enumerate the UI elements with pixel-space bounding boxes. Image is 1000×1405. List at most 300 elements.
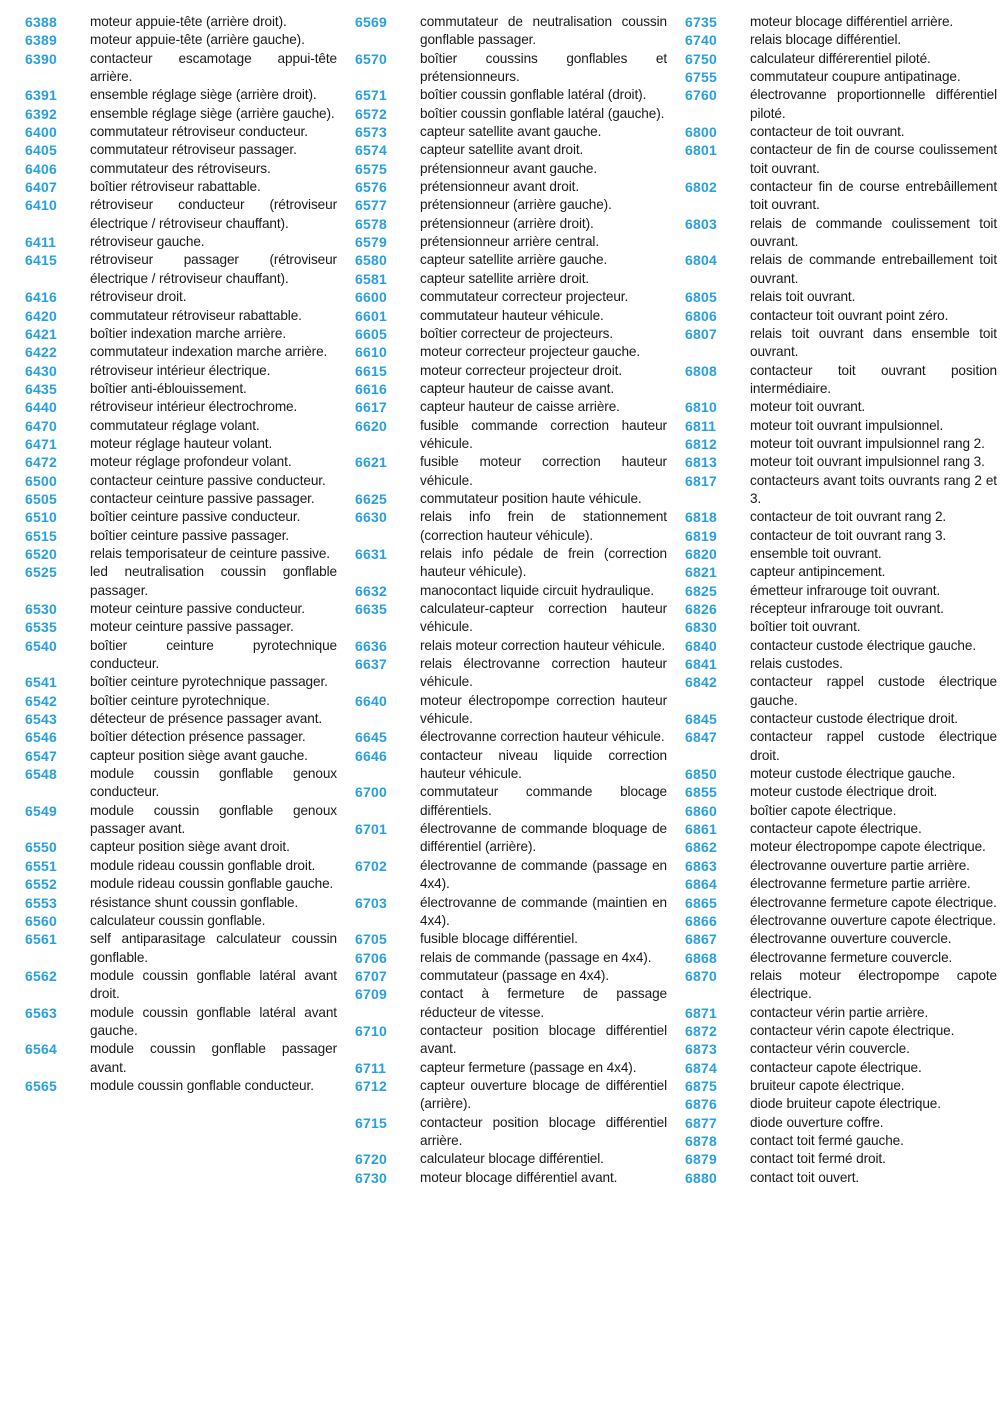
entry-code: 6840 bbox=[685, 637, 717, 654]
list-item bbox=[355, 343, 667, 361]
list-item bbox=[685, 68, 997, 86]
entry-description: boîtier détection présence passager. bbox=[90, 729, 306, 745]
entry-code: 6625 bbox=[355, 490, 387, 507]
list-item bbox=[355, 930, 667, 948]
entry-code: 6735 bbox=[685, 14, 717, 30]
entry-code: 6547 bbox=[25, 747, 57, 764]
list-item bbox=[685, 417, 997, 435]
list-item bbox=[355, 637, 667, 655]
list-item bbox=[685, 838, 997, 856]
entry-description: capteur antipincement. bbox=[750, 564, 886, 580]
entry-code: 6701 bbox=[355, 821, 387, 838]
entry-description: moteur appuie-tête (arrière droit). bbox=[90, 14, 287, 29]
entry-code: 6572 bbox=[355, 105, 387, 122]
entry-description: moteur blocage différentiel arrière. bbox=[750, 14, 954, 29]
list-item bbox=[685, 31, 997, 49]
list-item bbox=[355, 362, 667, 380]
list-item bbox=[25, 160, 337, 178]
entry-description: moteur réglage hauteur volant. bbox=[90, 435, 273, 451]
code-list-column-1 bbox=[25, 13, 337, 1405]
list-item bbox=[25, 1077, 337, 1095]
list-item bbox=[685, 912, 997, 930]
list-item bbox=[25, 563, 337, 600]
entry-code: 6422 bbox=[25, 344, 57, 361]
entry-description: calculateur différerentiel piloté. bbox=[750, 50, 931, 66]
entry-code: 6862 bbox=[685, 839, 717, 856]
entry-description: détecteur de présence passager avant. bbox=[90, 711, 323, 727]
entry-description: contacteur ceinture passive conducteur. bbox=[90, 472, 326, 488]
list-item bbox=[685, 894, 997, 912]
list-item bbox=[685, 123, 997, 141]
list-item bbox=[25, 765, 337, 802]
entry-description: électrovanne de commande (passage en 4x4). bbox=[420, 857, 667, 892]
list-item bbox=[25, 362, 337, 380]
list-item bbox=[685, 325, 997, 362]
entry-description: contacteur de toit ouvrant rang 2. bbox=[750, 509, 947, 525]
entry-code: 6802 bbox=[685, 179, 717, 196]
list-item bbox=[25, 527, 337, 545]
entry-description: led neutralisation coussin gonflable passager. bbox=[90, 564, 337, 598]
list-item bbox=[355, 728, 667, 746]
entry-description: moteur ceinture passive conducteur. bbox=[90, 601, 305, 616]
entry-description: contact à fermeture de passage réducteur de vitesse. bbox=[420, 986, 667, 1020]
list-item bbox=[355, 949, 667, 967]
entry-description: contacteur toit ouvrant position intermédiaire. bbox=[750, 362, 997, 396]
entry-description: boîtier indexation marche arrière. bbox=[90, 325, 287, 341]
entry-description: moteur correcteur projecteur droit. bbox=[420, 362, 622, 378]
entry-code: 6570 bbox=[355, 50, 387, 67]
entry-description: capteur position siège avant gauche. bbox=[90, 747, 308, 763]
list-item bbox=[355, 783, 667, 820]
list-item bbox=[25, 1040, 337, 1077]
entry-description: contacteur fin de course entrebâillement toit ouvrant. bbox=[750, 179, 997, 213]
entry-description: émetteur infrarouge toit ouvrant. bbox=[750, 582, 941, 598]
entry-description: contacteur vérin couvercle. bbox=[750, 1041, 910, 1057]
list-item bbox=[25, 912, 337, 930]
entry-code: 6551 bbox=[25, 857, 57, 874]
entry-code: 6600 bbox=[355, 289, 387, 306]
entry-description: électrovanne fermeture partie arrière. bbox=[750, 876, 971, 892]
list-item bbox=[685, 508, 997, 526]
entry-description: contacteur custode électrique gauche. bbox=[750, 637, 977, 653]
list-item bbox=[685, 178, 997, 215]
entry-description: rétroviseur passager (rétroviseur électrique / rétroviseur chauffant). bbox=[90, 252, 337, 286]
entry-description: récepteur infrarouge toit ouvrant. bbox=[750, 601, 944, 616]
list-item bbox=[25, 472, 337, 490]
entry-description: module coussin gonflable latéral avant gauche. bbox=[90, 1004, 337, 1038]
entry-description: calculateur coussin gonflable. bbox=[90, 912, 266, 928]
code-list-column-3 bbox=[685, 13, 997, 1405]
list-item bbox=[685, 527, 997, 545]
entry-description: fusible commande correction hauteur véhicule. bbox=[420, 417, 667, 451]
entry-code: 6571 bbox=[355, 87, 387, 104]
entry-description: boîtier toit ouvrant. bbox=[750, 619, 861, 635]
entry-description: contact toit fermé droit. bbox=[750, 1151, 886, 1167]
entry-code: 6392 bbox=[25, 105, 57, 122]
entry-code: 6580 bbox=[355, 252, 387, 269]
entry-description: moteur toit ouvrant impulsionnel rang 3. bbox=[750, 454, 985, 470]
entry-description: relais blocage différentiel. bbox=[750, 32, 902, 48]
entry-code: 6864 bbox=[685, 876, 717, 893]
list-item bbox=[25, 398, 337, 416]
entry-description: électrovanne fermeture couvercle. bbox=[750, 949, 953, 965]
list-item bbox=[355, 1114, 667, 1151]
entry-code: 6561 bbox=[25, 931, 57, 948]
list-item bbox=[355, 747, 667, 784]
list-item bbox=[355, 894, 667, 931]
list-item bbox=[355, 692, 667, 729]
list-item bbox=[25, 802, 337, 839]
entry-code: 6390 bbox=[25, 50, 57, 67]
entry-code: 6712 bbox=[355, 1077, 387, 1094]
entry-code: 6707 bbox=[355, 967, 387, 984]
entry-description: contacteurs avant toits ouvrants rang 2 et 3. bbox=[750, 472, 997, 506]
list-item bbox=[685, 251, 997, 288]
list-item bbox=[355, 967, 667, 985]
entry-code: 6405 bbox=[25, 142, 57, 159]
entry-description: moteur blocage différentiel avant. bbox=[420, 1169, 618, 1185]
list-item bbox=[355, 251, 667, 269]
entry-description: capteur hauteur de caisse avant. bbox=[420, 380, 615, 396]
entry-code: 6711 bbox=[355, 1059, 387, 1076]
entry-description: prétensionneur (arrière gauche). bbox=[420, 197, 612, 213]
entry-description: électrovanne ouverture couvercle. bbox=[750, 931, 952, 947]
list-item bbox=[355, 13, 667, 50]
entry-description: électrovanne ouverture capote électrique. bbox=[750, 912, 997, 928]
entry-code: 6873 bbox=[685, 1041, 717, 1058]
list-item bbox=[685, 472, 997, 509]
entry-description: commutateur rétroviseur rabattable. bbox=[90, 307, 302, 323]
list-item bbox=[685, 1169, 997, 1187]
entry-code: 6617 bbox=[355, 399, 387, 416]
entry-code: 6621 bbox=[355, 454, 387, 471]
entry-description: prétensionneur avant droit. bbox=[420, 179, 580, 195]
list-item bbox=[685, 949, 997, 967]
list-item bbox=[355, 453, 667, 490]
entry-description: relais moteur électropompe capote électrique. bbox=[750, 967, 997, 1002]
entry-description: prétensionneur (arrière droit). bbox=[420, 215, 594, 231]
entry-code: 6632 bbox=[355, 582, 387, 599]
list-item bbox=[355, 86, 667, 104]
entry-description: moteur ceinture passive passager. bbox=[90, 619, 294, 635]
entry-code: 6560 bbox=[25, 912, 57, 929]
entry-code: 6635 bbox=[355, 601, 387, 617]
list-item bbox=[685, 288, 997, 306]
entry-description: commutateur de neutralisation coussin gonflable passager. bbox=[420, 14, 667, 48]
entry-code: 6540 bbox=[25, 637, 57, 654]
list-item bbox=[25, 1004, 337, 1041]
entry-description: rétroviseur droit. bbox=[90, 289, 187, 305]
entry-code: 6420 bbox=[25, 307, 57, 324]
list-item bbox=[685, 637, 997, 655]
list-item bbox=[25, 31, 337, 49]
entry-description: boîtier ceinture pyrotechnique. bbox=[90, 692, 270, 708]
entry-code: 6575 bbox=[355, 160, 387, 177]
entry-description: module coussin gonflable passager avant. bbox=[90, 1041, 337, 1075]
entry-code: 6860 bbox=[685, 802, 717, 819]
entry-code: 6877 bbox=[685, 1114, 717, 1131]
entry-description: diode bruiteur capote électrique. bbox=[750, 1096, 941, 1112]
list-item bbox=[685, 655, 997, 673]
entry-description: module rideau coussin gonflable droit. bbox=[90, 857, 316, 873]
list-item bbox=[25, 728, 337, 746]
entry-code: 6740 bbox=[685, 32, 717, 49]
list-item bbox=[355, 160, 667, 178]
entry-description: prétensionneur arrière central. bbox=[420, 234, 600, 250]
entry-description: capteur fermeture (passage en 4x4). bbox=[420, 1059, 637, 1075]
entry-description: relais toit ouvrant. bbox=[750, 289, 856, 305]
list-item bbox=[685, 1132, 997, 1150]
entry-description: capteur hauteur de caisse arrière. bbox=[420, 399, 620, 415]
entry-description: capteur ouverture blocage de différentiel (arrière). bbox=[420, 1077, 667, 1112]
entry-description: fusible moteur correction hauteur véhicule. bbox=[420, 454, 667, 488]
entry-code: 6581 bbox=[355, 270, 387, 287]
entry-description: relais temporisateur de ceinture passive. bbox=[90, 545, 330, 561]
entry-description: calculateur-capteur correction hauteur véhicule. bbox=[420, 601, 667, 635]
entry-code: 6817 bbox=[685, 472, 717, 489]
entry-code: 6416 bbox=[25, 289, 57, 306]
entry-description: électrovanne de commande bloquage de différentiel (arrière). bbox=[420, 821, 667, 855]
entry-description: contact toit fermé gauche. bbox=[750, 1132, 904, 1148]
entry-code: 6576 bbox=[355, 179, 387, 196]
list-item bbox=[25, 600, 337, 618]
list-item bbox=[685, 802, 997, 820]
entry-code: 6400 bbox=[25, 124, 57, 141]
entry-code: 6706 bbox=[355, 949, 387, 966]
entry-description: diode ouverture coffre. bbox=[750, 1114, 884, 1130]
list-item bbox=[25, 251, 337, 288]
entry-code: 6813 bbox=[685, 454, 717, 471]
list-item bbox=[25, 894, 337, 912]
list-item bbox=[685, 563, 997, 581]
list-item bbox=[355, 1169, 667, 1187]
list-item bbox=[355, 380, 667, 398]
entry-code: 6605 bbox=[355, 325, 387, 342]
entry-code: 6553 bbox=[25, 894, 57, 911]
entry-description: ensemble réglage siège (arrière droit). bbox=[90, 87, 317, 103]
entry-code: 6847 bbox=[685, 729, 717, 746]
entry-description: capteur position siège avant droit. bbox=[90, 839, 290, 855]
list-item bbox=[685, 453, 997, 471]
entry-description: commutateur indexation marche arrière. bbox=[90, 344, 328, 360]
entry-code: 6715 bbox=[355, 1114, 387, 1131]
list-item bbox=[25, 692, 337, 710]
list-item bbox=[25, 325, 337, 343]
list-item bbox=[355, 325, 667, 343]
entry-code: 6806 bbox=[685, 307, 717, 324]
entry-code: 6646 bbox=[355, 747, 387, 764]
list-item bbox=[355, 545, 667, 582]
list-item bbox=[355, 417, 667, 454]
entry-description: moteur appuie-tête (arrière gauche). bbox=[90, 32, 305, 48]
entry-code: 6863 bbox=[685, 857, 717, 874]
entry-code: 6805 bbox=[685, 289, 717, 306]
list-item bbox=[355, 1150, 667, 1168]
entry-description: boîtier ceinture passive passager. bbox=[90, 527, 290, 543]
entry-description: module coussin gonflable genoux passager avant. bbox=[90, 802, 337, 837]
entry-description: boîtier coussins gonflables et prétensionneurs. bbox=[420, 50, 667, 85]
entry-code: 6620 bbox=[355, 417, 387, 434]
code-list-column-2 bbox=[355, 13, 667, 1405]
list-item bbox=[25, 490, 337, 508]
entry-description: module rideau coussin gonflable gauche. bbox=[90, 876, 334, 892]
entry-code: 6525 bbox=[25, 564, 57, 581]
entry-description: rétroviseur gauche. bbox=[90, 234, 205, 250]
list-item bbox=[685, 1095, 997, 1113]
entry-code: 6549 bbox=[25, 802, 57, 819]
entry-code: 6430 bbox=[25, 362, 57, 379]
entry-code: 6645 bbox=[355, 729, 387, 746]
entry-description: boîtier ceinture passive conducteur. bbox=[90, 509, 301, 525]
entry-code: 6709 bbox=[355, 986, 387, 1003]
entry-description: commutateur réglage volant. bbox=[90, 417, 260, 433]
list-item bbox=[685, 673, 997, 710]
entry-description: moteur toit ouvrant impulsionnel. bbox=[750, 417, 944, 433]
entry-code: 6562 bbox=[25, 967, 57, 984]
entry-description: contacteur rappel custode électrique gauche. bbox=[750, 674, 997, 708]
list-item bbox=[685, 1150, 997, 1168]
list-item bbox=[25, 875, 337, 893]
entry-code: 6861 bbox=[685, 821, 717, 838]
entry-description: moteur électropompe capote électrique. bbox=[750, 839, 986, 855]
list-item bbox=[685, 582, 997, 600]
list-item bbox=[355, 1077, 667, 1114]
entry-description: contacteur de fin de course coulissement toit ouvrant. bbox=[750, 142, 997, 176]
list-item bbox=[25, 105, 337, 123]
entry-code: 6435 bbox=[25, 380, 57, 397]
list-item bbox=[685, 1059, 997, 1077]
list-item bbox=[685, 967, 997, 1004]
entry-code: 6615 bbox=[355, 362, 387, 379]
entry-code: 6876 bbox=[685, 1096, 717, 1113]
entry-description: contacteur vérin capote électrique. bbox=[750, 1022, 955, 1038]
entry-code: 6870 bbox=[685, 967, 717, 984]
list-item bbox=[355, 105, 667, 123]
entry-description: contacteur capote électrique. bbox=[750, 821, 922, 837]
list-item bbox=[25, 233, 337, 251]
entry-code: 6830 bbox=[685, 619, 717, 636]
entry-code: 6807 bbox=[685, 325, 717, 342]
entry-description: manocontact liquide circuit hydraulique. bbox=[420, 582, 655, 598]
entry-description: prétensionneur avant gauche. bbox=[420, 160, 598, 176]
list-item bbox=[685, 728, 997, 765]
entry-code: 6730 bbox=[355, 1169, 387, 1186]
list-item bbox=[355, 582, 667, 600]
entry-code: 6636 bbox=[355, 637, 387, 654]
entry-description: contacteur rappel custode électrique droit. bbox=[750, 729, 997, 763]
entry-code: 6564 bbox=[25, 1041, 57, 1058]
list-item bbox=[25, 967, 337, 1004]
list-item bbox=[355, 398, 667, 416]
list-item bbox=[355, 508, 667, 545]
entry-code: 6530 bbox=[25, 601, 57, 617]
entry-code: 6563 bbox=[25, 1004, 57, 1021]
entry-description: capteur satellite arrière droit. bbox=[420, 270, 590, 286]
entry-code: 6710 bbox=[355, 1022, 387, 1039]
list-item bbox=[355, 270, 667, 288]
entry-description: calculateur blocage différentiel. bbox=[420, 1151, 604, 1167]
list-item bbox=[685, 618, 997, 636]
entry-code: 6755 bbox=[685, 69, 717, 86]
list-item bbox=[355, 196, 667, 214]
list-item bbox=[685, 362, 997, 399]
entry-code: 6720 bbox=[355, 1151, 387, 1168]
list-item bbox=[355, 985, 667, 1022]
list-item bbox=[25, 710, 337, 728]
entry-code: 6546 bbox=[25, 729, 57, 746]
entry-code: 6388 bbox=[25, 14, 57, 30]
entry-code: 6550 bbox=[25, 839, 57, 856]
entry-code: 6868 bbox=[685, 949, 717, 966]
entry-code: 6850 bbox=[685, 766, 717, 783]
entry-code: 6569 bbox=[355, 14, 387, 30]
list-item bbox=[685, 600, 997, 618]
entry-description: contacteur de toit ouvrant rang 3. bbox=[750, 527, 947, 543]
list-item bbox=[685, 1022, 997, 1040]
entry-code: 6535 bbox=[25, 619, 57, 636]
list-item bbox=[355, 490, 667, 508]
list-item bbox=[355, 1059, 667, 1077]
list-item bbox=[25, 288, 337, 306]
entry-code: 6472 bbox=[25, 454, 57, 471]
entry-code: 6421 bbox=[25, 325, 57, 342]
list-item bbox=[25, 508, 337, 526]
entry-code: 6760 bbox=[685, 87, 717, 104]
entry-code: 6410 bbox=[25, 197, 57, 214]
list-item bbox=[25, 930, 337, 967]
entry-code: 6825 bbox=[685, 582, 717, 599]
entry-code: 6407 bbox=[25, 179, 57, 196]
list-item bbox=[355, 307, 667, 325]
entry-description: contacteur position blocage différentiel avant. bbox=[420, 1022, 667, 1057]
entry-code: 6541 bbox=[25, 674, 57, 691]
list-item bbox=[685, 875, 997, 893]
entry-code: 6610 bbox=[355, 344, 387, 361]
entry-code: 6552 bbox=[25, 876, 57, 893]
entry-code: 6630 bbox=[355, 509, 387, 526]
entry-code: 6842 bbox=[685, 674, 717, 691]
list-item bbox=[25, 380, 337, 398]
entry-description: moteur électropompe correction hauteur véhicule. bbox=[420, 692, 667, 727]
entry-code: 6700 bbox=[355, 784, 387, 801]
entry-code: 6874 bbox=[685, 1059, 717, 1076]
list-item bbox=[25, 13, 337, 31]
entry-code: 6578 bbox=[355, 215, 387, 232]
entry-description: électrovanne ouverture partie arrière. bbox=[750, 857, 970, 873]
list-item bbox=[685, 50, 997, 68]
entry-code: 6879 bbox=[685, 1151, 717, 1168]
list-item bbox=[25, 307, 337, 325]
entry-description: ensemble réglage siège (arrière gauche). bbox=[90, 105, 335, 121]
entry-code: 6415 bbox=[25, 252, 57, 269]
list-item bbox=[25, 196, 337, 233]
entry-description: contact toit ouvert. bbox=[750, 1169, 860, 1185]
entry-description: relais custodes. bbox=[750, 656, 843, 672]
list-item bbox=[25, 123, 337, 141]
entry-code: 6601 bbox=[355, 307, 387, 324]
entry-description: boîtier ceinture pyrotechnique passager. bbox=[90, 674, 328, 690]
entry-description: moteur custode électrique droit. bbox=[750, 784, 938, 800]
entry-description: commutateur hauteur véhicule. bbox=[420, 307, 604, 323]
entry-code: 6871 bbox=[685, 1004, 717, 1021]
entry-description: commutateur position haute véhicule. bbox=[420, 490, 642, 506]
list-item bbox=[685, 820, 997, 838]
entry-code: 6542 bbox=[25, 692, 57, 709]
entry-code: 6616 bbox=[355, 380, 387, 397]
entry-code: 6406 bbox=[25, 160, 57, 177]
entry-code: 6510 bbox=[25, 509, 57, 526]
entry-code: 6826 bbox=[685, 601, 717, 617]
